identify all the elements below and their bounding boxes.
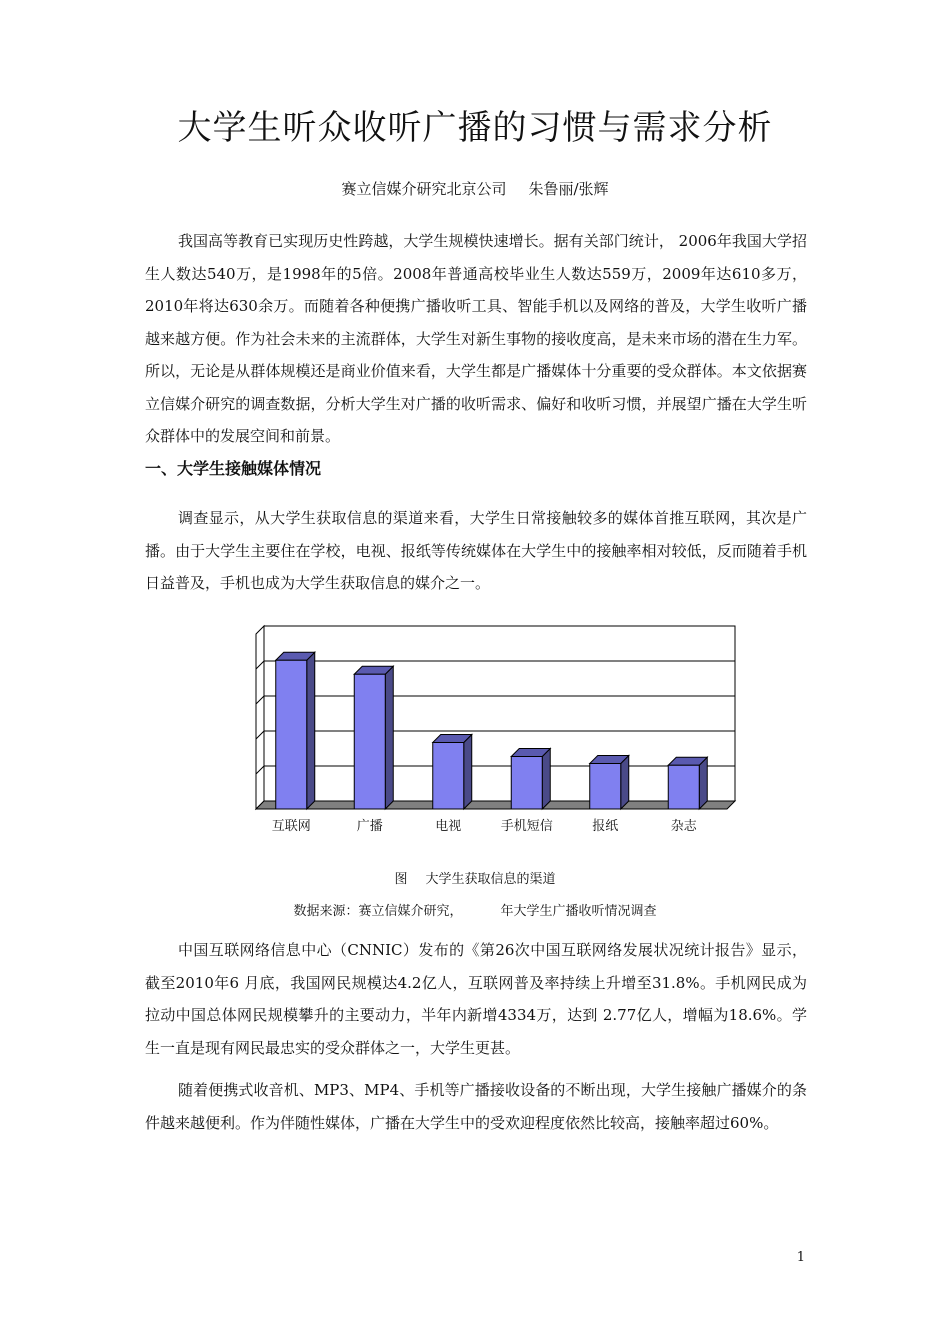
source-prefix: 数据来源：赛立信媒介研究， [293,904,463,919]
x-tick-label-0: 互联网 [271,819,311,834]
bar-1 [354,674,385,809]
figure-label: 图 [394,872,408,887]
figure-caption [0,868,950,887]
bar-0 [276,660,307,809]
chart-svg [240,618,740,840]
page-number: 1 [796,1250,805,1265]
section-paragraph-3: 随着便携式收音机、MP3、MP4、手机等广播接收设备的不断出现，大学生接触广播媒介的条件越来越便利。作为伴随性媒体，广播在大学生中的受欢迎程度依然比较高，接触率超过60%。 [145,1081,807,1132]
bar-side-2 [464,735,472,810]
bar-side-3 [542,749,550,810]
bar-side-4 [621,756,629,810]
chart-floor [256,801,735,809]
x-tick-label-4: 报纸 [592,819,619,834]
intro-paragraph: 我国高等教育已实现历史性跨越，大学生规模快速增长。据有关部门统计， 2006年我国大学招生人数达540万，是1998年的5倍。2008年普通高校毕业生人数达559万，2009年达610多万， 2010年将达630余万。而随着各种便携广播收听工具、智能手机以及网络的普及，大学生收听广播越来越方便。作为社会未来的主流群体，大学生对新生事物的接收度高，是未来市场的潜在生力军。所以，无论是从群体规模还是商业价值来看，大学生都是广播媒体十分重要的受众群体。本文依据赛立信媒介研究的调查数据，分析大学生对广播的收听需求、偏好和收听习惯，并展望广播在大学生听众群体中的发展空间和前景。 [145,232,807,445]
section-heading: 一、大学生接触媒体情况 [145,459,322,478]
section-paragraph-1: 调查显示，从大学生获取信息的渠道来看，大学生日常接触较多的媒体首推互联网，其次是广播。由于大学生主要住在学校，电视、报纸等传统媒体在大学生中的接触率相对较低，反而随着手机日益普及，手机也成为大学生获取信息的媒介之一。 [145,509,807,592]
bar-side-5 [699,757,707,809]
bar-3 [511,757,542,810]
chart-side-wall [256,626,264,809]
x-tick-label-1: 广播 [356,819,383,834]
bar-5 [668,765,699,809]
figure-caption-text: 大学生获取信息的渠道 [425,872,556,887]
authors-line [0,178,950,199]
x-tick-label-3: 手机短信 [500,819,553,834]
bar-4 [590,764,621,810]
author-names: 朱鲁丽/张辉 [528,180,609,198]
x-tick-label-2: 电视 [435,819,462,834]
channels-bar-chart [240,618,740,840]
bar-side-1 [385,666,393,809]
author-organization: 赛立信媒介研究北京公司 [341,180,507,198]
document-title: 大学生听众收听广播的习惯与需求分析 [177,108,773,148]
section-paragraph-2: 中国互联网络信息中心（CNNIC）发布的《第26次中国互联网络发展状况统计报告》显示，截至2010年6 月底，我国网民规模达4.2亿人，互联网普及率持续上升增至31.8%。手机网民成为拉动中国总体网民规模攀升的主要动力，半年内新增4334万，达到 2.77亿人，增幅为18.6%。学生一直是现有网民最忠实的受众群体之一，大学生更甚。 [145,941,807,1057]
x-tick-label-5: 杂志 [670,819,697,834]
bar-side-0 [307,652,315,809]
chart-back-wall [264,626,735,801]
bar-2 [433,743,464,810]
figure-source [0,900,950,919]
source-suffix: 年大学生广播收听情况调查 [500,904,657,919]
